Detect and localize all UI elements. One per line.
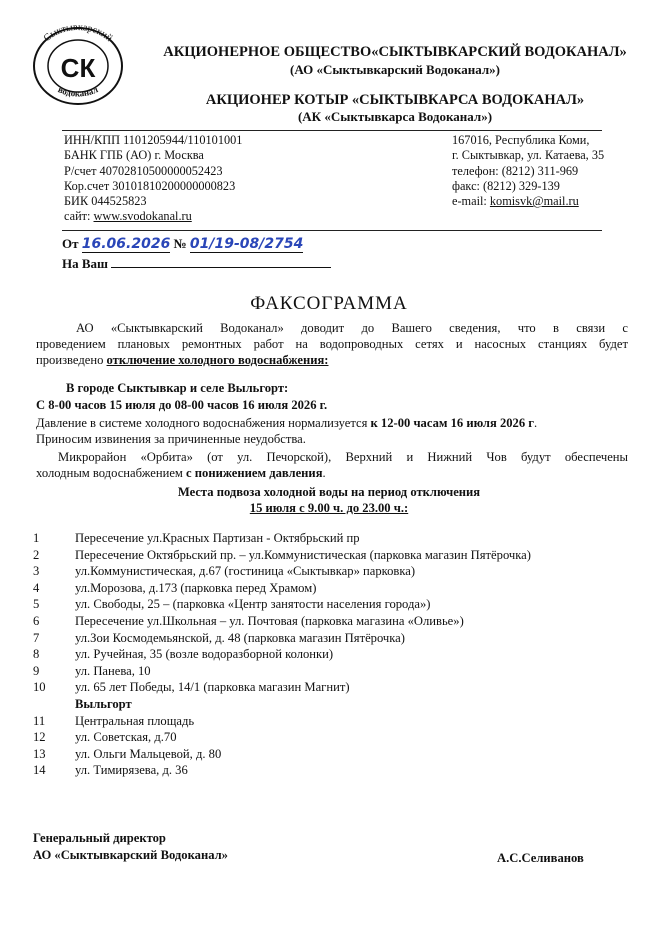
list-item xyxy=(33,596,531,613)
org-name-ru: АКЦИОНЕРНОЕ ОБЩЕСТВО«СЫКТЫВКАРСКИЙ ВОДОКАНАЛ» xyxy=(163,44,627,60)
microdistrict-line-2 xyxy=(36,465,628,481)
requisite-site-line xyxy=(64,209,242,224)
list-item-text: Пересечение ул.Школьная – ул. Почтовая (парковка магазина «Оливье») xyxy=(75,613,464,628)
list-item-number: 9 xyxy=(33,663,40,678)
email-label: e-mail: xyxy=(452,194,490,209)
restore-line xyxy=(36,415,628,431)
list-item xyxy=(33,646,531,663)
org-name-komi: АКЦИОНЕР КОТЫР «СЫКТЫВКАРСА ВОДОКАНАЛ» xyxy=(205,92,585,108)
restore-time: к 12-00 часам 16 июля 2026 г xyxy=(370,416,535,430)
list-item-number: 2 xyxy=(33,547,40,562)
list-item xyxy=(33,563,531,580)
number-label: № xyxy=(173,236,187,251)
list-item-number: 12 xyxy=(33,730,46,745)
requisite-account: Р/счет 40702810500000052423 xyxy=(64,163,223,178)
from-label: От xyxy=(62,236,79,251)
signature-block xyxy=(33,830,228,864)
svg-text:Сыктывкарский xyxy=(42,22,115,45)
reference-line xyxy=(62,236,303,253)
address-line-1: 167016, Республика Коми, xyxy=(452,133,590,147)
shutdown-period: С 8-00 часов 15 июля до 08-00 часов 16 июля 2026 г. xyxy=(36,398,328,412)
site-link[interactable]: www.svodokanal.ru xyxy=(93,209,192,224)
list-item-text: ул. Тимирязева, д. 36 xyxy=(75,763,188,778)
signature-org: АО «Сыктывкарский Водоканал» xyxy=(33,848,228,862)
village-places-list xyxy=(33,713,531,779)
signature-name: А.С.Селиванов xyxy=(497,851,584,865)
address-fax: факс: (8212) 329-139 xyxy=(452,178,560,193)
list-item-number: 5 xyxy=(33,597,40,612)
org-name-ru-short: (АО «Сыктывкарский Водоканал») xyxy=(290,62,500,77)
address-phone: телефон: (8212) 311-969 xyxy=(452,163,579,178)
list-item-text: Центральная площадь xyxy=(75,713,195,728)
handwritten-number: 01/19-08/2754 xyxy=(189,236,304,252)
list-item-number: 10 xyxy=(33,680,46,695)
reply-label: На Ваш xyxy=(62,256,109,271)
list-item-number: 1 xyxy=(33,531,40,545)
list-item-number: 4 xyxy=(33,580,40,595)
list-item xyxy=(33,746,531,763)
list-item xyxy=(33,630,531,647)
reply-reference xyxy=(62,256,331,272)
requisites-divider xyxy=(62,230,602,231)
reply-blank xyxy=(111,256,331,268)
restore-text: Давление в системе холодного водоснабжения нормализуется xyxy=(36,416,371,430)
list-item-text: Пересечение Октябрьский пр. – ул.Коммунистическая (парковка магазин Пятёрочка) xyxy=(75,547,531,562)
list-item-text: ул. 65 лет Победы, 14/1 (парковка магазин Магнит) xyxy=(75,680,350,695)
requisite-bik: БИК 044525823 xyxy=(64,194,147,209)
list-item-number: 6 xyxy=(33,613,40,628)
microdistrict-line-1: Микрорайон «Орбита» (от ул. Печорской), Верхний и Нижний Чов будут обеспечены xyxy=(58,450,628,464)
logo-monogram: СК xyxy=(60,53,96,83)
intro-text: произведено xyxy=(36,353,107,367)
company-address xyxy=(452,133,604,209)
places-time-text: 15 июля с 9.00 ч. до 23.00 ч.: xyxy=(249,501,409,515)
apology-line: Приносим извинения за причиненные неудобства. xyxy=(36,432,306,446)
requisite-inn: ИНН/КПП 1101205944/110101001 xyxy=(64,133,243,147)
list-item-text: ул. Ольги Мальцевой, д. 80 xyxy=(75,746,222,761)
list-item-number: 7 xyxy=(33,630,40,645)
list-item-text: ул. Свободы, 25 – (парковка «Центр занятости населения города») xyxy=(75,597,431,612)
list-item xyxy=(33,580,531,597)
microdistrict-paragraph xyxy=(36,449,628,481)
city-places-list xyxy=(33,530,531,696)
intro-line-1: АО «Сыктывкарский Водоканал» доводит до Вашего сведения, что в связи с xyxy=(76,321,628,335)
list-item xyxy=(33,729,531,746)
list-item-number: 11 xyxy=(33,713,46,728)
list-item xyxy=(33,547,531,564)
list-item-number: 13 xyxy=(33,746,46,761)
requisite-bank: БАНК ГПБ (АО) г. Москва xyxy=(64,148,204,163)
microdistrict-text: холодным водоснабжением xyxy=(36,466,187,480)
requisite-corr-account: Кор.счет 30101810200000000823 xyxy=(64,178,236,193)
places-heading: Места подвоза холодной воды на период отключения xyxy=(177,485,481,499)
microdistrict-period: . xyxy=(322,466,326,480)
list-item-number: 14 xyxy=(33,763,46,778)
logo-arc-top: Сыктывкарский xyxy=(41,21,115,45)
address-line-2: г. Сыктывкар, ул. Катаева, 35 xyxy=(452,148,605,163)
bank-requisites xyxy=(64,133,242,225)
list-item-text: ул. Ручейная, 35 (возле водоразборной колонки) xyxy=(75,647,334,662)
site-label: сайт: xyxy=(64,209,94,224)
list-item xyxy=(33,762,531,779)
org-name-komi-short: (АК «Сыктывкарса Водоканал») xyxy=(297,109,493,124)
list-item xyxy=(33,713,531,730)
intro-paragraph xyxy=(36,320,628,368)
address-email-line xyxy=(452,194,604,209)
intro-line-2: проведением плановых ремонтных работ на водопроводных сетях и насосных станциях будет xyxy=(36,337,628,351)
water-delivery-places xyxy=(33,530,531,779)
signature-position: Генеральный директор xyxy=(33,831,166,845)
list-item-number: 3 xyxy=(33,564,40,579)
logo-arc-bottom: водоканал xyxy=(56,84,100,99)
city-heading: В городе Сыктывкар и селе Выльгорт: xyxy=(66,381,289,395)
list-item-text: ул. Панева, 10 xyxy=(75,663,151,678)
handwritten-date: 16.06.2026 xyxy=(81,236,171,252)
list-item-text: ул.Коммунистическая, д.67 (гостиница «Сыктывкар» парковка) xyxy=(75,564,416,579)
svg-text:водоканал xyxy=(57,84,100,98)
list-item-text: ул.Зои Космодемьянской, д. 48 (парковка магазин Пятёрочка) xyxy=(75,630,405,645)
list-item xyxy=(33,530,531,547)
list-item-text: ул.Морозова, д.173 (парковка перед Храмом) xyxy=(75,580,317,595)
list-item-text: Пересечение ул.Красных Партизан - Октябрьский пр xyxy=(75,531,360,545)
list-item-text: ул. Советская, д.70 xyxy=(75,730,177,745)
places-time xyxy=(0,501,658,516)
list-item-number: 8 xyxy=(33,647,40,662)
intro-line-3 xyxy=(36,352,628,368)
low-pressure-emphasis: с понижением давления xyxy=(186,466,323,480)
village-heading: Выльгорт xyxy=(75,696,132,711)
email-link[interactable]: komisvk@mail.ru xyxy=(489,194,579,209)
list-item xyxy=(33,613,531,630)
company-logo xyxy=(22,20,134,106)
header-divider xyxy=(62,130,602,131)
document-title: ФАКСОГРАММА xyxy=(250,293,408,314)
shutdown-emphasis: отключение холодного водоснабжения: xyxy=(106,353,329,367)
list-item xyxy=(33,679,531,696)
restore-period: . xyxy=(534,416,538,430)
list-item xyxy=(33,663,531,680)
